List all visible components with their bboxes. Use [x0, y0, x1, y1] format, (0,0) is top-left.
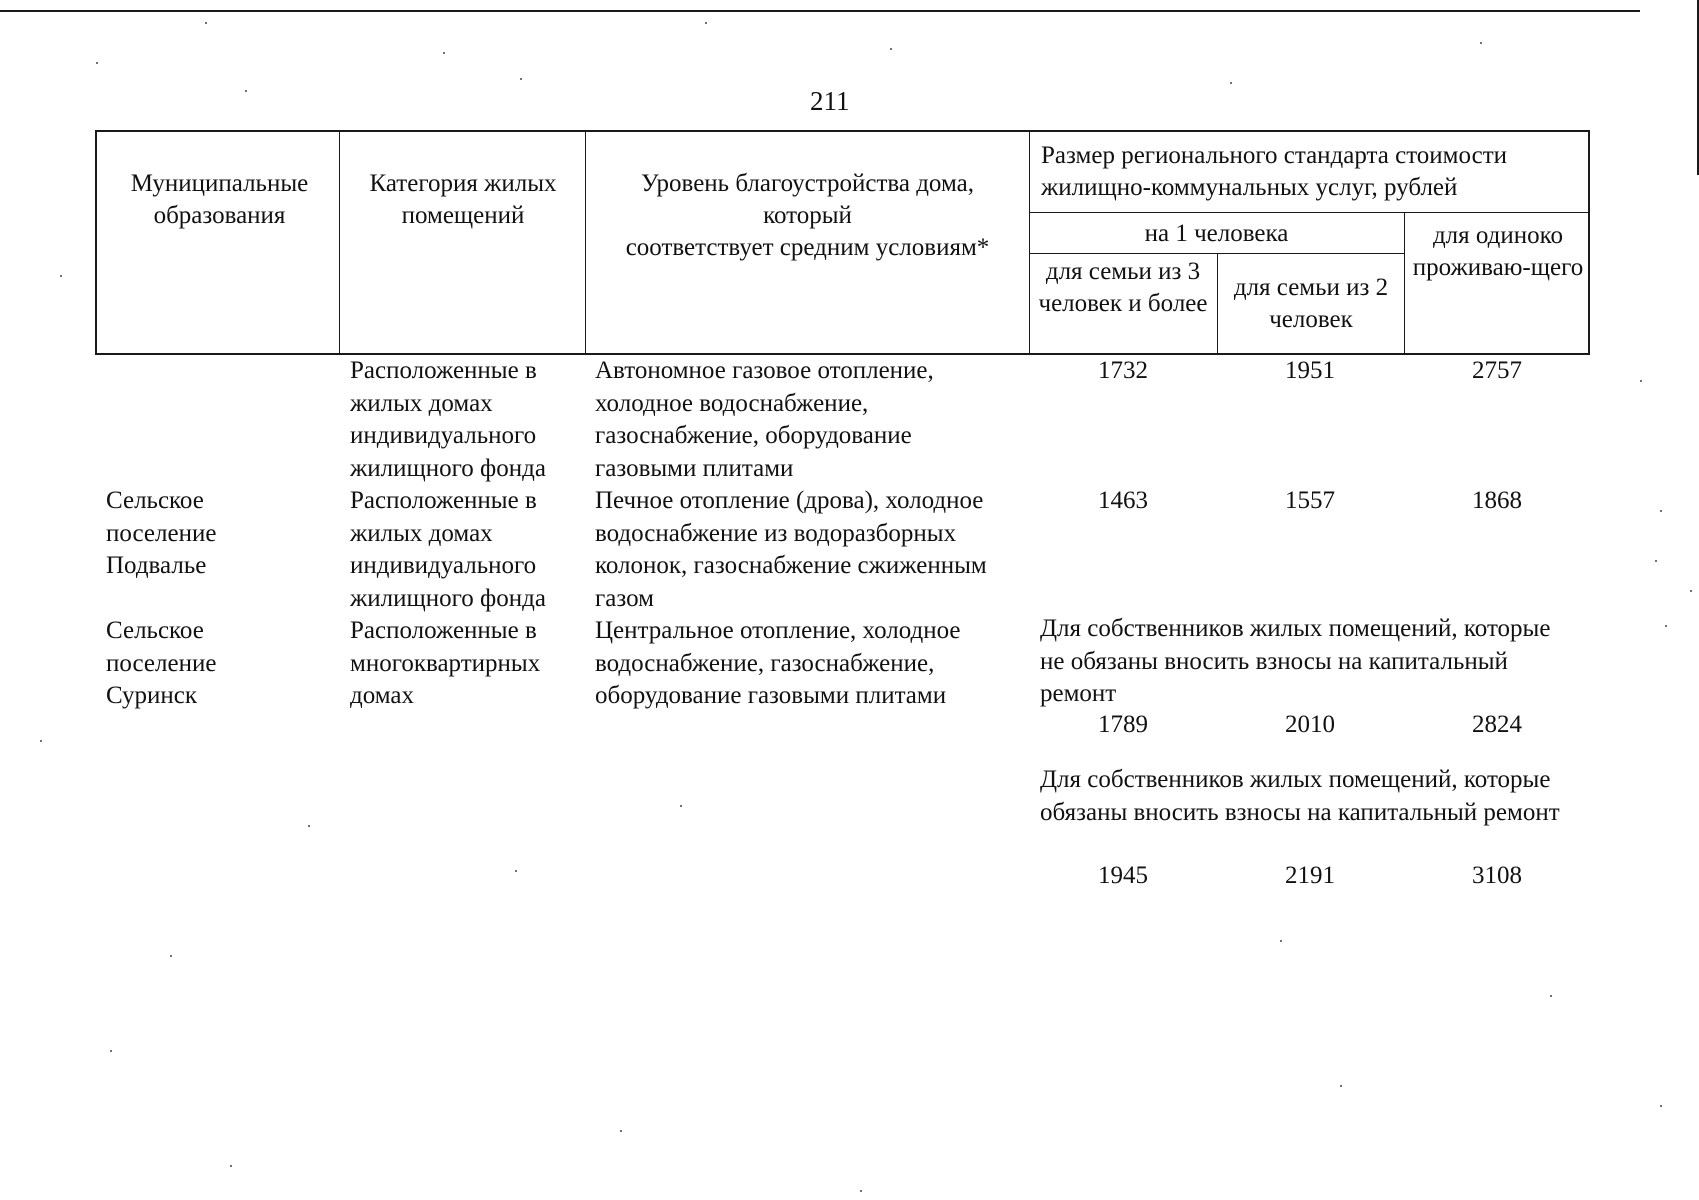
row2-category: Расположенные в жилых домах индивидуального жилищного фонда — [350, 487, 546, 612]
row1-comfort-level: Автономное газовое отопление, холодное водоснабжение, газоснабжение, оборудование газовыми плитами — [595, 357, 934, 482]
header-regional-standard: Размер регионального стандарта стоимости жилищно-коммунальных услуг, рублей — [1041, 142, 1508, 201]
row3-municipality: Сельское поселение Суринск — [106, 617, 217, 709]
row1-single-value: 2757 — [1472, 357, 1522, 384]
table-header — [95, 130, 1590, 355]
row3-comfort-level: Центральное отопление, холодное водоснабжение, газоснабжение, оборудование газовыми плитами — [595, 617, 961, 709]
column-divider — [1404, 212, 1405, 353]
header-municipality: Муниципальные образования — [130, 170, 309, 229]
row2-family3-value: 1463 — [1098, 487, 1148, 514]
column-divider — [585, 132, 586, 353]
row3-note-not-obliged: Для собственников жилых помещений, которые не обязаны вносить взносы на капитальный ремонт — [1040, 615, 1551, 707]
row3-a-family3-value: 1789 — [1098, 711, 1148, 738]
header-single: для одиноко проживаю-щего — [1412, 222, 1584, 281]
row3-b-single-value: 3108 — [1472, 862, 1522, 889]
header-category: Категория жилых помещений — [369, 170, 557, 229]
row2-comfort-level: Печное отопление (дрова), холодное водоснабжение из водоразборных колонок, газоснабжение сжиженным газом — [595, 487, 987, 612]
row2-single-value: 1868 — [1472, 487, 1522, 514]
page-number: 211 — [810, 86, 850, 116]
header-per-person: на 1 человека — [1144, 220, 1289, 247]
column-divider — [1217, 253, 1218, 353]
row1-family2-value: 1951 — [1285, 357, 1335, 384]
row3-a-family2-value: 2010 — [1285, 711, 1335, 738]
row2-family2-value: 1557 — [1285, 487, 1335, 514]
row3-b-family3-value: 1945 — [1098, 862, 1148, 889]
header-family-2: для семьи из 2 человек — [1233, 274, 1389, 333]
header-comfort-level: Уровень благоустройства дома, который соответствует средним условиям* — [625, 170, 990, 261]
row3-b-family2-value: 2191 — [1285, 862, 1335, 889]
row1-category: Расположенные в жилых домах индивидуального жилищного фонда — [350, 357, 546, 482]
row2-municipality: Сельское поселение Подвалье — [106, 487, 217, 579]
row3-category: Расположенные в многоквартирных домах — [350, 617, 541, 709]
top-border-line — [0, 10, 1640, 12]
column-divider — [339, 132, 340, 353]
row3-note-obliged: Для собственников жилых помещений, которые обязаны вносить взносы на капитальный ремонт — [1040, 766, 1560, 826]
row1-family3-value: 1732 — [1098, 357, 1148, 384]
row3-a-single-value: 2824 — [1472, 711, 1522, 738]
header-family-3: для семьи из 3 человек и более — [1038, 258, 1208, 317]
row-divider — [1029, 212, 1590, 213]
